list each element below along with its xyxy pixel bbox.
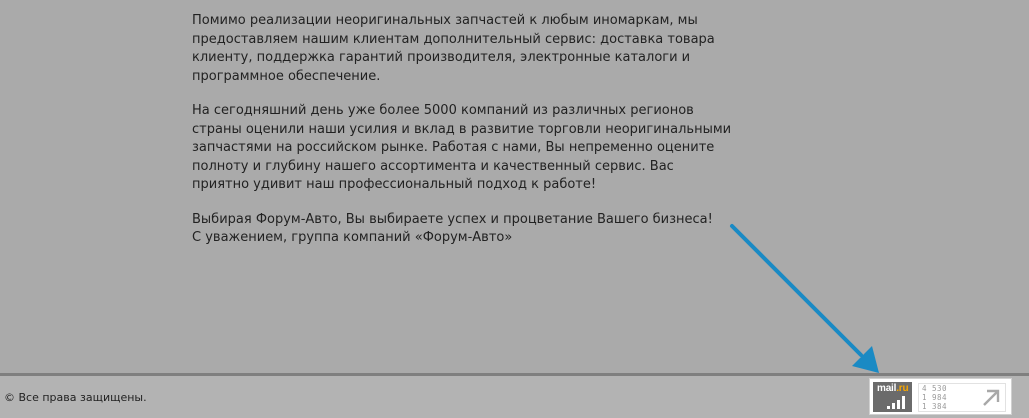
stat-value: 4 530 bbox=[922, 384, 948, 393]
copyright-text: © Все права защищены. bbox=[4, 391, 147, 404]
logo-mail-word: mail bbox=[877, 383, 897, 394]
closing-line: Выбирая Форум-Авто, Вы выбираете успех и процветание Вашего бизнеса! bbox=[192, 211, 713, 227]
customers-paragraph: На сегодняшний день уже более 5000 компаний из различных регионов страны оценили наши усилия и вклад в развитие торговли неоригинальными запчастями на российском рынке. Работая с нами, Вы непременно оцените полноту и глубину нашего ассортимента и качественный сервис. Вас приятно удивит наш профессиональный подход к работе! bbox=[192, 103, 732, 192]
logo-ru-word: .ru bbox=[896, 383, 909, 394]
signal-bars-icon bbox=[887, 396, 907, 409]
mailru-logo-text bbox=[877, 383, 908, 394]
intro-paragraph: Помимо реализации неоригинальных запчастей к любым иномаркам, мы предоставляем нашим клиентам дополнительный сервис: доставка товара клиенту, поддержка гарантий производителя, электронные каталоги и программное обеспечение. bbox=[192, 13, 715, 84]
stat-value: 1 384 bbox=[922, 402, 948, 411]
stat-value: 1 984 bbox=[922, 393, 948, 402]
mailru-counter-widget[interactable] bbox=[869, 378, 1012, 415]
main-content bbox=[192, 12, 732, 264]
arrow-up-right-icon bbox=[981, 388, 1001, 408]
signature-line: С уважением, группа компаний «Форум-Авто» bbox=[192, 230, 513, 245]
footer bbox=[0, 376, 1029, 418]
counter-stats bbox=[918, 383, 1006, 412]
mailru-logo bbox=[873, 382, 912, 412]
closing-paragraph bbox=[192, 211, 732, 248]
